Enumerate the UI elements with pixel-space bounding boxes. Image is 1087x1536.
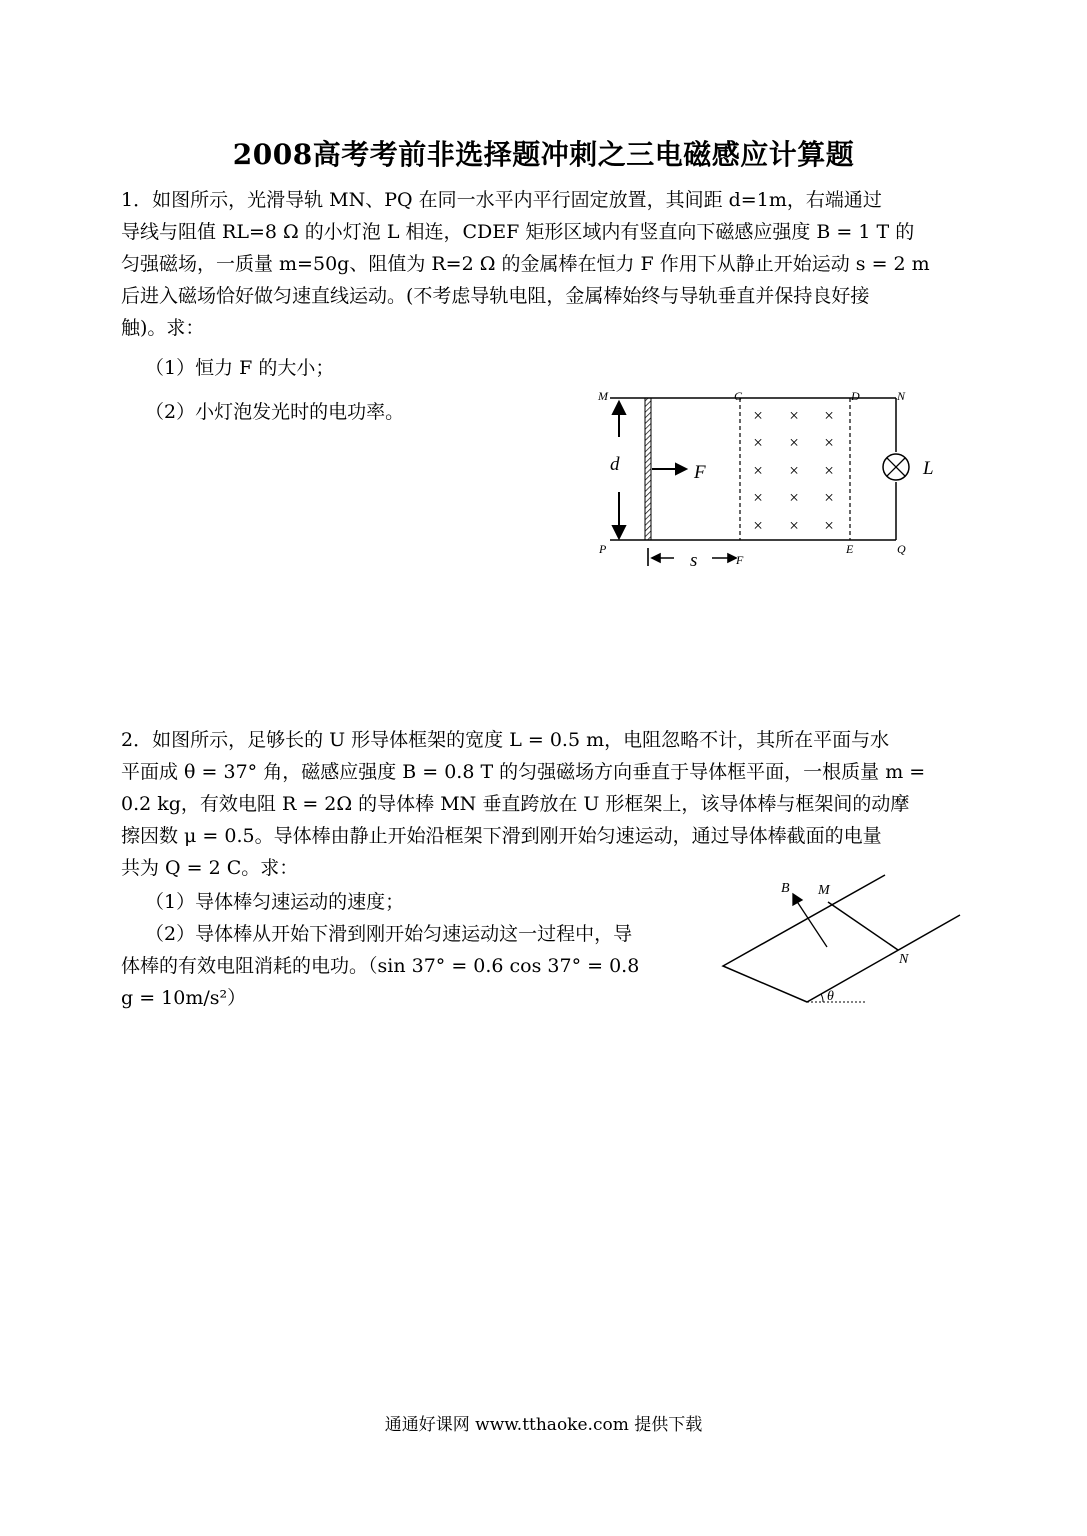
- svg-text:×: ×: [789, 461, 799, 480]
- svg-text:×: ×: [753, 516, 763, 535]
- label-force-F: F: [694, 462, 706, 483]
- svg-text:×: ×: [753, 461, 763, 480]
- label-M: M: [818, 883, 830, 898]
- label-N: N: [897, 389, 906, 403]
- problem-2-question-2-line: （2）导体棒从开始下滑到刚开始匀速运动这一过程中，导: [145, 923, 633, 945]
- svg-text:×: ×: [824, 433, 834, 452]
- problem-1-line: 触)。求：: [121, 317, 205, 339]
- metal-rod: [645, 398, 651, 540]
- inclined-frame-diagram: [715, 870, 975, 1015]
- problem-1-line: 导线与阻值 RL=8 Ω 的小灯泡 L 相连，CDEF 矩形区域内有竖直向下磁感应强度 B = 1 T 的: [121, 221, 915, 243]
- label-C: C: [734, 389, 743, 403]
- rail-circuit-diagram: [590, 382, 960, 582]
- problem-1-line: 匀强磁场，一质量 m=50g、阻值为 R=2 Ω 的金属棒在恒力 F 作用下从静止开始运动 s = 2 m: [121, 253, 930, 275]
- problem-1-line: 后进入磁场恰好做匀速直线运动。(不考虑导轨电阻，金属棒始终与导轨垂直并保持良好接: [121, 285, 870, 307]
- label-E: E: [846, 542, 854, 556]
- footer-source: 通通好课网 www.tthaoke.com 提供下载: [384, 1415, 703, 1435]
- label-M: M: [598, 389, 608, 403]
- svg-text:×: ×: [789, 516, 799, 535]
- svg-text:×: ×: [824, 488, 834, 507]
- label-F-point: F: [736, 553, 744, 567]
- problem-1-text: [121, 184, 971, 344]
- problem-2-text: [121, 724, 971, 884]
- problem-2-line: 0.2 kg，有效电阻 R = 2Ω 的导体棒 MN 垂直跨放在 U 形框架上，该导体棒与框架间的动摩: [121, 793, 910, 815]
- lamp-symbol: [883, 454, 909, 480]
- field-B-arrow: [793, 894, 827, 947]
- svg-text:×: ×: [753, 406, 763, 425]
- label-B: B: [781, 881, 790, 896]
- label-D: D: [851, 389, 860, 403]
- svg-text:×: ×: [753, 488, 763, 507]
- problem-2-question-2-line: 体棒的有效电阻消耗的电功。（sin 37° = 0.6 cos 37° = 0.8: [121, 955, 640, 977]
- svg-text:×: ×: [824, 461, 834, 480]
- label-Q: Q: [897, 542, 906, 556]
- svg-text:×: ×: [753, 433, 763, 452]
- label-d: d: [610, 454, 620, 475]
- label-P: P: [599, 542, 607, 556]
- label-s: s: [690, 550, 698, 571]
- problem-2-question-1: （1）导体棒匀速运动的速度；: [145, 891, 405, 913]
- svg-text:×: ×: [824, 406, 834, 425]
- rod-MN: [828, 902, 898, 950]
- svg-text:×: ×: [789, 433, 799, 452]
- problem-2-line: 共为 Q = 2 C。求：: [121, 857, 299, 879]
- problem-2-line: 2．如图所示，足够长的 U 形导体框架的宽度 L = 0.5 m，电阻忽略不计，其所在平面与水: [121, 729, 890, 751]
- svg-text:×: ×: [789, 406, 799, 425]
- problem-2-question-2-line: g = 10m/s²）: [121, 987, 247, 1009]
- svg-text:×: ×: [789, 488, 799, 507]
- problem-1-question-1: （1）恒力 F 的大小；: [145, 357, 335, 379]
- force-arrow: [652, 464, 686, 474]
- problem-1-question-2: （2）小灯泡发光时的电功率。: [145, 401, 405, 423]
- problem-1-line: 1．如图所示，光滑导轨 MN、PQ 在同一水平内平行固定放置，其间距 d=1m，右端通过: [121, 189, 882, 211]
- magnetic-field-crosses: [753, 406, 834, 535]
- page-title: 2008高考考前非选择题冲刺之三电磁感应计算题: [232, 138, 855, 171]
- problem-2-line: 擦因数 μ = 0.5。导体棒由静止开始沿框架下滑到刚开始匀速运动，通过导体棒截面的电量: [121, 825, 882, 847]
- svg-text:×: ×: [824, 516, 834, 535]
- label-theta: θ: [827, 989, 834, 1004]
- label-lamp-L: L: [923, 458, 934, 479]
- label-N: N: [899, 952, 909, 967]
- problem-2-line: 平面成 θ = 37° 角，磁感应强度 B = 0.8 T 的匀强磁场方向垂直于导体框平面，一根质量 m =: [121, 761, 926, 783]
